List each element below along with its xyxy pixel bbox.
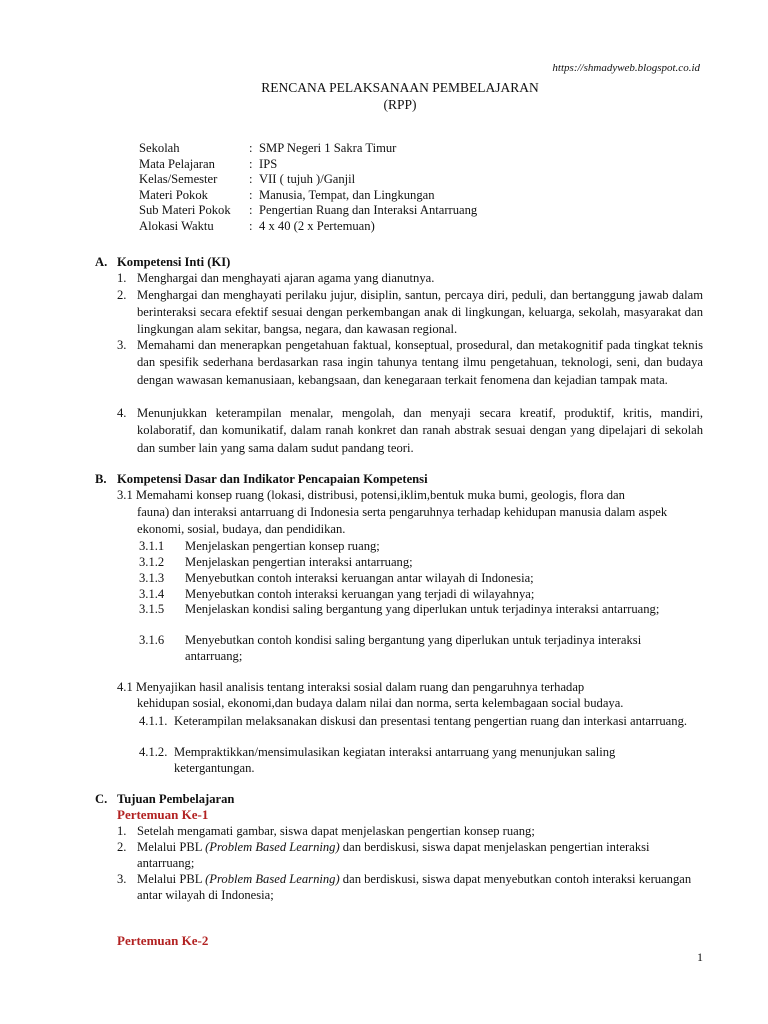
item-number: 3. — [117, 338, 127, 352]
item-number: 1. — [117, 824, 127, 838]
indicator-code: 3.1.6 — [139, 633, 165, 647]
kd-4-1 — [117, 679, 703, 711]
item-text: Menunjukkan keterampilan menalar, mengolah, dan menyaji secara kreatif, produktif, kritis, mandiri, kolaboratif, dan komunikatif, dalam ranah konkret dan ranah abstrak sesuai dengan yang dipelajari di sekolah dan sumber lain yang sama dalam sudut pandang teori. — [137, 406, 703, 455]
indicator-code: 3.1.4 — [139, 587, 165, 601]
kd-heading: 4.1 Menyajikan hasil analisis tentang interaksi sosial dalam ruang dan pengaruhnya terhadap — [117, 680, 585, 694]
indicator-text: Menjelaskan pengertian interaksi antarruang; — [185, 555, 413, 569]
meeting-1-heading: Pertemuan Ke-1 — [117, 807, 209, 822]
section-heading-b — [95, 471, 428, 487]
meta-row-mapel — [139, 156, 477, 172]
meta-value: IPS — [259, 156, 278, 171]
indicator-row — [139, 586, 699, 602]
meta-value: 4 x 40 (2 x Pertemuan) — [259, 218, 375, 233]
text-part: Melalui PBL — [137, 872, 206, 886]
indicator-row — [139, 538, 699, 554]
page-number: 1 — [697, 950, 703, 964]
indicator-row — [139, 744, 679, 776]
section-heading-c — [95, 791, 234, 807]
item-text: Menghargai dan menghayati ajaran agama yang dianutnya. — [137, 271, 435, 285]
source-url[interactable]: https://shmadyweb.blogspot.co.id — [552, 62, 700, 74]
item-number: 1. — [117, 271, 127, 285]
indicator-text: Keterampilan melaksanakan diskusi dan presentasi tentang pengertian ruang dan interkasi antarruang. — [174, 714, 688, 728]
item-text: Menghargai dan menghayati perilaku jujur, disiplin, santun, percaya diri, peduli, dan bertanggung jawab dalam berinteraksi secara efektif sesuai dengan perkembangan anak di lingkungan, keluarga, sekolah, masyarakat dan lingkungan alam sekitar, bangsa, negara, dan kawasan regional. — [137, 288, 703, 336]
meta-colon: : — [249, 218, 253, 233]
indicator-code: 4.1.2. — [139, 745, 168, 759]
kd-3-1 — [117, 487, 703, 538]
item-text — [137, 839, 677, 871]
indicator-row — [139, 570, 699, 586]
meta-value: VII ( tujuh )/Ganjil — [259, 172, 356, 187]
meta-value: Pengertian Ruang dan Interaksi Antarruang — [259, 203, 478, 218]
section-title: Kompetensi Inti (KI) — [117, 255, 231, 269]
section-letter: B. — [95, 472, 107, 486]
text-part: Melalui PBL — [137, 840, 206, 854]
ki-item — [117, 405, 703, 457]
objective-item — [117, 823, 703, 839]
meta-row-kelas — [139, 171, 477, 187]
meta-label: Sekolah — [139, 141, 180, 155]
indicator-code: 3.1.1 — [139, 539, 165, 553]
meta-label: Materi Pokok — [139, 187, 208, 202]
indicator-row — [139, 554, 699, 570]
indicator-text: Menyebutkan contoh kondisi saling bergantung yang diperlukan untuk terjadinya interaksi antarruang; — [185, 633, 642, 663]
indicator-row — [139, 601, 679, 617]
meta-colon: : — [249, 156, 253, 171]
item-text — [137, 871, 699, 903]
item-number: 2. — [117, 840, 127, 854]
meta-value: Manusia, Tempat, dan Lingkungan — [259, 187, 435, 202]
meta-colon: : — [249, 172, 253, 187]
meeting-2-heading: Pertemuan Ke-2 — [117, 933, 209, 948]
section-letter: A. — [95, 255, 108, 269]
meta-label: Sub Materi Pokok — [139, 203, 231, 218]
text-part: dan berdiskusi, siswa dapat menjelaskan pengertian interaksi antarruang; — [137, 840, 650, 870]
italic-term: (Problem Based Learning) — [205, 840, 340, 854]
objective-item — [117, 871, 699, 903]
meta-colon: : — [249, 141, 253, 155]
section-title: Tujuan Pembelajaran — [117, 792, 235, 806]
indicator-row — [139, 632, 699, 664]
objective-item — [117, 839, 677, 871]
meta-row-submateri — [139, 202, 477, 218]
meta-colon: : — [249, 187, 253, 202]
indicator-code: 3.1.2 — [139, 555, 165, 569]
title-line-2: (RPP) — [383, 97, 417, 112]
document-title — [0, 79, 768, 113]
indicator-code: 3.1.5 — [139, 602, 165, 616]
identity-table — [139, 140, 477, 234]
title-line-1: RENCANA PELAKSANAAN PEMBELAJARAN — [261, 80, 539, 95]
kd-heading: 3.1 Memahami konsep ruang (lokasi, distribusi, potensi,iklim,bentuk muka bumi, geologis, flora dan — [117, 488, 625, 502]
meta-label: Mata Pelajaran — [139, 156, 215, 171]
indicator-text: Menyebutkan contoh interaksi keruangan yang terjadi di wilayahnya; — [185, 587, 535, 601]
section-letter: C. — [95, 792, 108, 806]
kd-continuation: kehidupan sosial, ekonomi,dan budaya dalam nilai dan norma, serta kelembagaan social budaya. — [137, 696, 624, 710]
item-number: 3. — [117, 872, 127, 886]
indicator-text: Menjelaskan pengertian konsep ruang; — [185, 539, 380, 553]
indicator-text: Menjelaskan kondisi saling bergantung yang diperlukan untuk terjadinya interaksi antarruang; — [185, 602, 660, 616]
meta-colon: : — [249, 203, 253, 218]
item-number: 4. — [117, 406, 127, 420]
text-part: dan berdiskusi, siswa dapat menyebutkan contoh interaksi keruangan antar wilayah di Indonesia; — [137, 872, 692, 902]
italic-term: (Problem Based Learning) — [205, 872, 340, 886]
kd-continuation: fauna) dan interaksi antarruang di Indonesia serta pengaruhnya terhadap kehidupan manusia dalam aspek ekonomi, sosial, budaya, dan pendidikan. — [137, 505, 668, 536]
ki-item — [117, 337, 703, 389]
indicator-text: Menyebutkan contoh interaksi keruangan antar wilayah di Indonesia; — [185, 571, 534, 585]
meta-label: Kelas/Semester — [139, 172, 218, 187]
ki-item — [117, 270, 703, 286]
ki-item — [117, 287, 703, 338]
meta-row-sekolah — [139, 140, 477, 156]
meta-row-materi — [139, 187, 477, 203]
item-text — [137, 823, 703, 839]
section-title: Kompetensi Dasar dan Indikator Pencapaian Kompetensi — [117, 472, 428, 486]
indicator-text: Mempraktikkan/mensimulasikan kegiatan interaksi antarruang yang menunjukan saling ketergantungan. — [174, 745, 616, 775]
item-number: 2. — [117, 288, 127, 302]
meta-value: SMP Negeri 1 Sakra Timur — [259, 141, 397, 155]
section-heading-a — [95, 254, 230, 270]
indicator-row — [139, 713, 699, 729]
meta-row-alokasi — [139, 218, 477, 234]
item-text: Memahami dan menerapkan pengetahuan faktual, konseptual, prosedural, dan metakognitif pada tingkat teknis dan spesifik sederhana berdasarkan rasa ingin tahunya tentang ilmu pengetahuan, teknologi, seni, dan budaya dengan wawasan kemanusiaan, kebangsaan, dan kenegaraan terkait fenomena dan kejadian tampak mata. — [137, 338, 703, 387]
meta-label: Alokasi Waktu — [139, 218, 214, 233]
text-part: Setelah mengamati gambar, siswa dapat menjelaskan pengertian konsep ruang; — [137, 824, 535, 838]
indicator-code: 4.1.1. — [139, 714, 168, 728]
indicator-code: 3.1.3 — [139, 571, 165, 585]
